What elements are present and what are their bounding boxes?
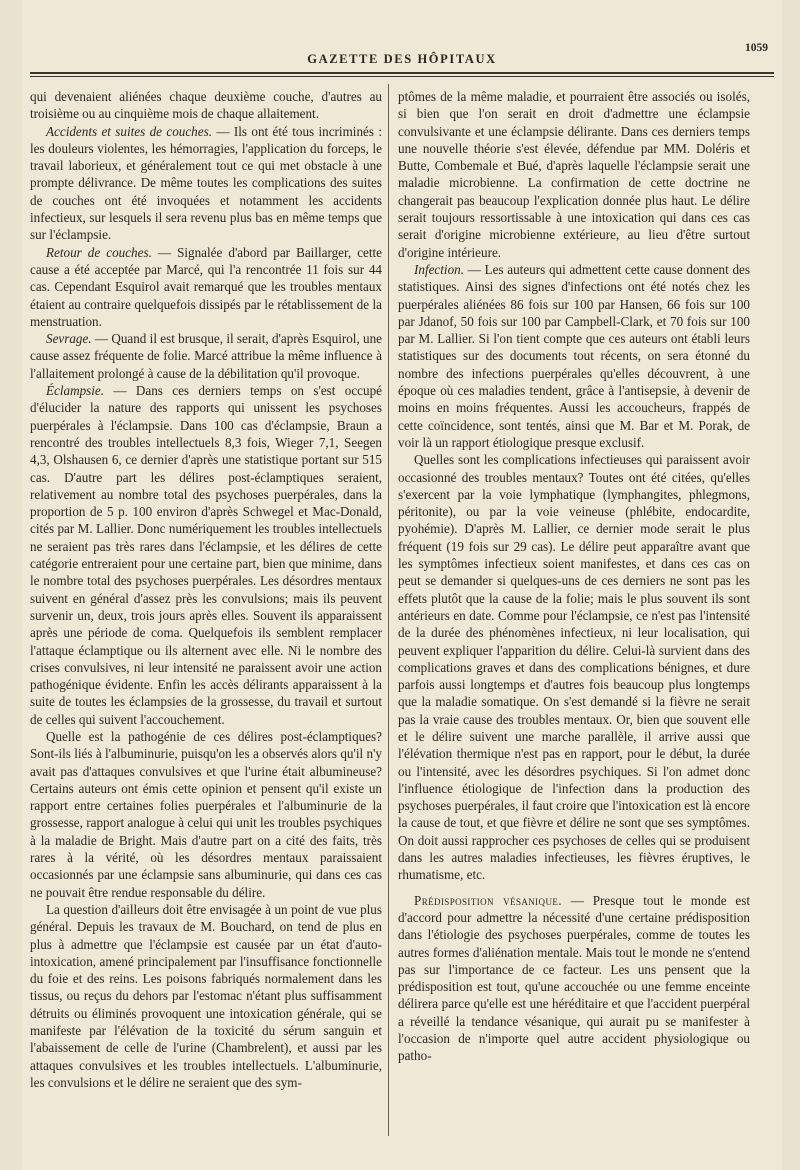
paragraph xyxy=(398,451,750,883)
paragraph xyxy=(30,88,382,123)
running-title: GAZETTE DES HÔPITAUX xyxy=(307,52,497,66)
newspaper-page xyxy=(22,0,782,1170)
paragraph xyxy=(398,88,750,261)
paragraph-text: — Dans ces derniers temps on s'est occupé d'élucider la nature des rapports qui unissent les psychoses puerpérales à l'éclampsie. Dans 100 cas d'éclampsie, Braun a rencontré des troubles intellectuels 8,3 fois, Wieger 7,1, Seegen 4,3, Olshausen 6, ce dernier d'après une statistique portant sur 515 cas. D'autre part les délires post-éclamptiques seraient, relativement au nombre total des psychoses puerpérales, dans la proportion de 5 p. 100 environ d'après Schwegel et Mac-Donald, cités par M. Lallier. Donc numériquement les troubles intellectuels ne seraient pas très rares dans l'éclampsie, et les délires de cette catégorie entreraient pour une certaine part, bien que minime, dans le nombre total des psychoses puerpérales. Les désordres mentaux suivent en général d'assez près les convulsions; mais ils peuvent survenir un, deux, trois jours après elles. Souvent ils apparaissent après une période de coma. Quelquefois ils semblent remplacer l'attaque éclamptique ou ils alternent avec elle. Ni le nombre des crises convulsives, ni leur intensité ne paraissent avoir une action pathogénique évidente. Enfin les accès délirants apparaissent à la suite de toutes les éclampsies de la grossesse, du travail et surtout de celles qui suivent l'accouchement. xyxy=(30,383,382,727)
paragraph-text: Quelle est la pathogénie de ces délires post-éclamptiques? Sont-ils liés à l'albuminurie, puisqu'on les a observés alors qu'il n'y avait pas d'attaques convulsives et que l'urine était albumineuse? Certains auteurs ont émis cette opinion et pensent qu'il existe un rapport entre certaines folies puerpérales et l'albuminurie de la grossesse, rapport analogue à celui qui unit les troubles psychiques à la maladie de Bright. Mais d'autre part on a cité des faits, très rares à la vérité, où les désordres mentaux paraissaient occasionnés par une éclampsie sans albuminurie, qui dans ces cas ne pouvait être rendue responsable du délire. xyxy=(30,728,382,900)
header-rule-thick xyxy=(30,72,774,74)
column-divider xyxy=(388,84,389,1136)
paragraph-text: La question d'ailleurs doit être envisagée à un point de vue plus général. Depuis les travaux de M. Bouchard, on tend de plus en plus à admettre que l'éclampsie est causée par un état d'auto-intoxication, amené principalement par l'insuffisance fonctionnelle du foie et des reins. Les poisons fabriqués normalement dans les tissus, ou reçus du dehors par l'estomac n'étant plus suffisamment détruits ou éliminés provoquent une intoxication générale, qui se manifeste par l'élévation de la toxicité du sérum sanguin et l'abaissement de celle de l'urine (Chambrelent), et aussi par les attaques convulsives et les troubles intellectuels. L'albuminurie, les convulsions et le délire ne seraient que des sym- xyxy=(30,901,382,1090)
paragraph xyxy=(30,901,382,1091)
paragraph-lead: Éclampsie. xyxy=(46,383,105,399)
paragraph-lead: Infection. xyxy=(414,261,464,277)
paragraph-text: ptômes de la même maladie, et pourraient être associés ou isolés, si bien que l'on serait en droit d'admettre une éclampsie convulsivante et une éclampsie délirante. Dans ces derniers temps une nouvelle théorie s'est élevée, défendue par MM. Doléris et Butte, Combemale et Bué, d'après laquelle l'éclampsie serait une maladie microbienne. La confirmation de cette doctrine ne changerait pas beaucoup l'explication donnée plus haut. Le délire serait toujours ressortissable à une intoxication qui dans ces cas serait d'origine microbienne extérieure, au lieu d'être surtout d'origine intérieure. xyxy=(398,89,750,260)
paragraph-text: qui devenaient aliénées chaque deuxième couche, d'autres au troisième ou au cinquième mois de chaque allaitement. xyxy=(30,89,382,122)
page-number: 1059 xyxy=(745,42,768,54)
left-column xyxy=(30,88,382,1138)
section-gap xyxy=(398,884,750,892)
paragraph-text: — Presque tout le monde est d'accord pour admettre la nécessité d'une certaine prédisposition dans l'étiologie des psychoses puerpérales, comme de toutes les autres formes d'aliénation mentale. Mais tout le monde ne s'entend pas sur l'importance de ce facteur. Les uns pensent que la prédisposition est tout, qu'une accouchée ou une femme enceinte délirera parce qu'elle est une héréditaire et que l'accident puerpéral a réveillé la tendance vésanique, qui aurait pu se manifester à l'occasion de n'importe quel autre accident physiologique ou patho- xyxy=(398,892,750,1064)
paragraph-text: Quelles sont les complications infectieuses qui paraissent avoir occasionné des troubles mentaux? Toutes ont été citées, qu'elles s'exercent par la voie lymphatique (lymphangites, phlegmons, péritonite), ou par la voie veineuse (phlébite, endocardite, pyohémie). D'après M. Lallier, ce dernier mode serait le plus fréquent (19 fois sur 29 cas). Le délire peut apparaître avant que les symptômes infectieux soient manifestes, et dans ces cas on peut se demander si quelques-uns de ces derniers ne sont pas les effets plutôt que la cause de la folie; mais le plus souvent ils sont antérieurs en date. Comme pour l'éclampsie, ce n'est pas l'intensité de la durée des phénomènes infectieux, ni leur localisation, qui peuvent expliquer l'apparition du délire. Celui-là survient dans des complications graves et dans des complications bénignes, et dure parfois aussi longtemps et d'autres fois beaucoup plus longtemps que la maladie somatique. On s'est demandé si la fièvre ne serait pas la vraie cause des troubles mentaux. Or, bien que souvent elle et le délire suivent une marche parallèle, il arrive aussi que l'élévation thermique n'est pas en rapport, pour le début, la durée ou l'intensité, avec les désordres psychiques. Si l'on admet donc l'influence étiologique de l'infection dans la production des psychoses puerpérales, il faut croire que l'intoxication est là encore la cause de tout, et que fièvre et délire ne sont que ses symptômes. On doit aussi rapprocher ces psychoses de celles qui se produisent dans les autres maladies infectieuses, les fièvres éruptives, le rhumatisme, etc. xyxy=(398,452,750,883)
paragraph xyxy=(30,244,382,330)
paragraph-text: — Quand il est brusque, il serait, d'après Esquirol, une cause assez fréquente de folie. Marcé attribue la même influence à l'allaitement prolongé à cause de la débilitation qu'il provoque. xyxy=(30,331,382,381)
paragraph xyxy=(398,261,750,451)
paragraph-text: — Ils ont été tous incriminés : les douleurs violentes, les hémorragies, l'application du forceps, le travail laborieux, et généralement tout ce qui met obstacle à une prompte délivrance. De même toutes les complications des suites de couches ont été invoquées et notamment les accidents infectieux, sur lesquels il sera revenu plus bas en même temps que sur l'éclampsie. xyxy=(30,123,382,243)
paragraph-lead: Prédisposition vésanique. xyxy=(414,892,562,908)
paragraph-text: — Les auteurs qui admettent cette cause donnent des statistiques. Ainsi des signes d'infections ont été notés chez les puerpérales aliénées 86 fois sur 100 par Hansen, 66 fois sur 100 par Jdanof, 50 fois sur 100 par Campbell-Clark, et 70 fois sur 100 par M. Lallier. Si l'on tient compte que ces auteurs ont établi leurs statistiques sur des documents tout récents, on sera étonné du nombre des infections puerpérales qu'elles découvrent, à une époque où ces maladies tendent, grâce à l'antisepsie, à devenir de moins en moins fréquentes. Aussi les accoucheurs, frappés de cette coïncidence, sont tentés, ainsi que M. Bar et M. Porak, de voir là un rapport étiologique presque exclusif. xyxy=(398,261,750,450)
paragraph xyxy=(398,892,750,1065)
header-rule-thin xyxy=(30,76,774,77)
paragraph xyxy=(30,728,382,901)
page-header xyxy=(22,40,782,70)
paragraph-lead: Accidents et suites de couches. xyxy=(46,123,212,139)
paragraph xyxy=(30,330,382,382)
paragraph xyxy=(30,382,382,728)
paragraph xyxy=(30,123,382,244)
paragraph-lead: Sevrage. xyxy=(46,331,92,347)
paragraph-lead: Retour de couches. xyxy=(46,244,152,260)
paragraph-text: — Signalée d'abord par Baillarger, cette cause a été acceptée par Marcé, qui l'a rencontrée 11 fois sur 44 cas. Cependant Esquirol avait remarqué que les troubles mentaux étaient au contraire quelquefois dissipés par le rétablissement de la menstruation. xyxy=(30,244,382,329)
right-column xyxy=(398,88,750,1138)
